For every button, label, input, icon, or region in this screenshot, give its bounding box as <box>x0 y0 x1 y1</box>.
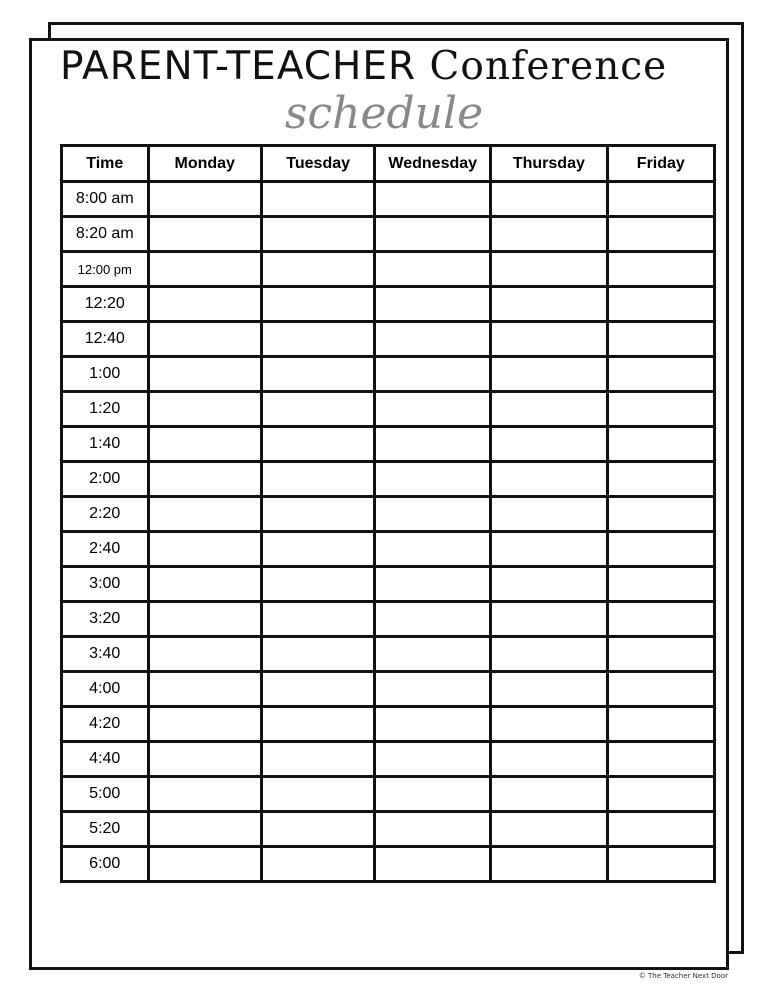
slot-cell-monday[interactable] <box>148 602 261 637</box>
slot-cell-friday[interactable] <box>607 287 714 322</box>
slot-cell-tuesday[interactable] <box>261 812 374 847</box>
time-cell: 3:20 <box>62 602 149 637</box>
time-cell: 4:00 <box>62 672 149 707</box>
slot-cell-monday[interactable] <box>148 637 261 672</box>
slot-cell-friday[interactable] <box>607 707 714 742</box>
slot-cell-thursday[interactable] <box>491 217 608 252</box>
table-row <box>62 182 715 217</box>
column-header-friday: Friday <box>607 146 714 182</box>
slot-cell-friday[interactable] <box>607 847 714 882</box>
slot-cell-tuesday[interactable] <box>261 427 374 462</box>
slot-cell-wednesday[interactable] <box>375 322 491 357</box>
slot-cell-tuesday[interactable] <box>261 217 374 252</box>
time-cell: 1:20 <box>62 392 149 427</box>
slot-cell-monday[interactable] <box>148 357 261 392</box>
table-row <box>62 217 715 252</box>
slot-cell-tuesday[interactable] <box>261 742 374 777</box>
table-row <box>62 427 715 462</box>
slot-cell-monday[interactable] <box>148 182 261 217</box>
time-cell: 2:20 <box>62 497 149 532</box>
slot-cell-monday[interactable] <box>148 777 261 812</box>
slot-cell-wednesday[interactable] <box>375 847 491 882</box>
slot-cell-thursday[interactable] <box>491 602 608 637</box>
slot-cell-friday[interactable] <box>607 322 714 357</box>
slot-cell-wednesday[interactable] <box>375 497 491 532</box>
table-row <box>62 322 715 357</box>
column-header-tuesday: Tuesday <box>261 146 374 182</box>
table-row <box>62 357 715 392</box>
slot-cell-tuesday[interactable] <box>261 392 374 427</box>
time-cell: 1:40 <box>62 427 149 462</box>
slot-cell-tuesday[interactable] <box>261 777 374 812</box>
slot-cell-monday[interactable] <box>148 567 261 602</box>
slot-cell-monday[interactable] <box>148 427 261 462</box>
slot-cell-friday[interactable] <box>607 777 714 812</box>
slot-cell-wednesday[interactable] <box>375 637 491 672</box>
column-header-wednesday: Wednesday <box>375 146 491 182</box>
time-cell: 2:40 <box>62 532 149 567</box>
slot-cell-wednesday[interactable] <box>375 707 491 742</box>
table-row <box>62 462 715 497</box>
slot-cell-thursday[interactable] <box>491 252 608 287</box>
slot-cell-monday[interactable] <box>148 252 261 287</box>
slot-cell-wednesday[interactable] <box>375 252 491 287</box>
slot-cell-monday[interactable] <box>148 812 261 847</box>
column-header-thursday: Thursday <box>491 146 608 182</box>
slot-cell-friday[interactable] <box>607 602 714 637</box>
slot-cell-tuesday[interactable] <box>261 637 374 672</box>
table-row <box>62 812 715 847</box>
slot-cell-wednesday[interactable] <box>375 392 491 427</box>
page-title <box>60 44 667 89</box>
slot-cell-monday[interactable] <box>148 497 261 532</box>
slot-cell-friday[interactable] <box>607 812 714 847</box>
time-cell: 3:40 <box>62 637 149 672</box>
time-cell: 6:00 <box>62 847 149 882</box>
time-cell: 12:40 <box>62 322 149 357</box>
slot-cell-friday[interactable] <box>607 182 714 217</box>
slot-cell-wednesday[interactable] <box>375 182 491 217</box>
slot-cell-thursday[interactable] <box>491 567 608 602</box>
table-row <box>62 497 715 532</box>
slot-cell-thursday[interactable] <box>491 182 608 217</box>
time-cell: 8:20 am <box>62 217 149 252</box>
slot-cell-friday[interactable] <box>607 427 714 462</box>
slot-cell-friday[interactable] <box>607 252 714 287</box>
slot-cell-thursday[interactable] <box>491 742 608 777</box>
page-subtitle: schedule <box>284 88 484 139</box>
time-cell: 5:00 <box>62 777 149 812</box>
time-cell: 5:20 <box>62 812 149 847</box>
slot-cell-wednesday[interactable] <box>375 427 491 462</box>
slot-cell-friday[interactable] <box>607 392 714 427</box>
slot-cell-monday[interactable] <box>148 672 261 707</box>
slot-cell-wednesday[interactable] <box>375 217 491 252</box>
slot-cell-thursday[interactable] <box>491 707 608 742</box>
slot-cell-wednesday[interactable] <box>375 567 491 602</box>
slot-cell-tuesday[interactable] <box>261 847 374 882</box>
time-cell: 12:00 pm <box>62 252 149 287</box>
column-header-monday: Monday <box>148 146 261 182</box>
slot-cell-thursday[interactable] <box>491 777 608 812</box>
schedule-table <box>60 144 716 883</box>
slot-cell-monday[interactable] <box>148 847 261 882</box>
time-cell: 2:00 <box>62 462 149 497</box>
slot-cell-monday[interactable] <box>148 532 261 567</box>
slot-cell-thursday[interactable] <box>491 812 608 847</box>
slot-cell-wednesday[interactable] <box>375 532 491 567</box>
slot-cell-wednesday[interactable] <box>375 462 491 497</box>
slot-cell-tuesday[interactable] <box>261 357 374 392</box>
slot-cell-tuesday[interactable] <box>261 567 374 602</box>
table-row <box>62 742 715 777</box>
slot-cell-thursday[interactable] <box>491 392 608 427</box>
slot-cell-monday[interactable] <box>148 462 261 497</box>
slot-cell-tuesday[interactable] <box>261 672 374 707</box>
table-row <box>62 777 715 812</box>
slot-cell-friday[interactable] <box>607 462 714 497</box>
slot-cell-friday[interactable] <box>607 217 714 252</box>
slot-cell-wednesday[interactable] <box>375 672 491 707</box>
slot-cell-thursday[interactable] <box>491 532 608 567</box>
table-row <box>62 707 715 742</box>
slot-cell-monday[interactable] <box>148 707 261 742</box>
slot-cell-wednesday[interactable] <box>375 357 491 392</box>
time-cell: 1:00 <box>62 357 149 392</box>
slot-cell-thursday[interactable] <box>491 322 608 357</box>
slot-cell-thursday[interactable] <box>491 287 608 322</box>
table-row <box>62 847 715 882</box>
slot-cell-tuesday[interactable] <box>261 287 374 322</box>
slot-cell-thursday[interactable] <box>491 847 608 882</box>
slot-cell-friday[interactable] <box>607 357 714 392</box>
slot-cell-tuesday[interactable] <box>261 532 374 567</box>
table-row <box>62 567 715 602</box>
time-cell: 4:40 <box>62 742 149 777</box>
slot-cell-friday[interactable] <box>607 742 714 777</box>
slot-cell-thursday[interactable] <box>491 427 608 462</box>
slot-cell-friday[interactable] <box>607 672 714 707</box>
slot-cell-friday[interactable] <box>607 567 714 602</box>
slot-cell-tuesday[interactable] <box>261 182 374 217</box>
slot-cell-monday[interactable] <box>148 217 261 252</box>
slot-cell-thursday[interactable] <box>491 497 608 532</box>
slot-cell-wednesday[interactable] <box>375 742 491 777</box>
table-row <box>62 672 715 707</box>
slot-cell-friday[interactable] <box>607 497 714 532</box>
slot-cell-thursday[interactable] <box>491 637 608 672</box>
table-row <box>62 287 715 322</box>
slot-cell-monday[interactable] <box>148 287 261 322</box>
slot-cell-thursday[interactable] <box>491 672 608 707</box>
title-main-text: PARENT-TEACHER <box>60 44 417 89</box>
slot-cell-monday[interactable] <box>148 322 261 357</box>
slot-cell-wednesday[interactable] <box>375 287 491 322</box>
table-row <box>62 602 715 637</box>
slot-cell-monday[interactable] <box>148 742 261 777</box>
time-cell: 4:20 <box>62 707 149 742</box>
table-row <box>62 252 715 287</box>
copyright-footer: © The Teacher Next Door <box>638 972 728 980</box>
slot-cell-wednesday[interactable] <box>375 812 491 847</box>
time-cell: 3:00 <box>62 567 149 602</box>
slot-cell-tuesday[interactable] <box>261 707 374 742</box>
slot-cell-monday[interactable] <box>148 392 261 427</box>
slot-cell-tuesday[interactable] <box>261 252 374 287</box>
slot-cell-friday[interactable] <box>607 532 714 567</box>
slot-cell-friday[interactable] <box>607 637 714 672</box>
table-row <box>62 392 715 427</box>
slot-cell-tuesday[interactable] <box>261 322 374 357</box>
header-row <box>62 146 715 182</box>
time-cell: 8:00 am <box>62 182 149 217</box>
slot-cell-wednesday[interactable] <box>375 777 491 812</box>
table-row <box>62 532 715 567</box>
slot-cell-thursday[interactable] <box>491 462 608 497</box>
slot-cell-tuesday[interactable] <box>261 497 374 532</box>
table-row <box>62 637 715 672</box>
time-cell: 12:20 <box>62 287 149 322</box>
column-header-time: Time <box>62 146 149 182</box>
title-accent-text: Conference <box>429 44 668 89</box>
slot-cell-thursday[interactable] <box>491 357 608 392</box>
slot-cell-tuesday[interactable] <box>261 602 374 637</box>
slot-cell-tuesday[interactable] <box>261 462 374 497</box>
slot-cell-wednesday[interactable] <box>375 602 491 637</box>
